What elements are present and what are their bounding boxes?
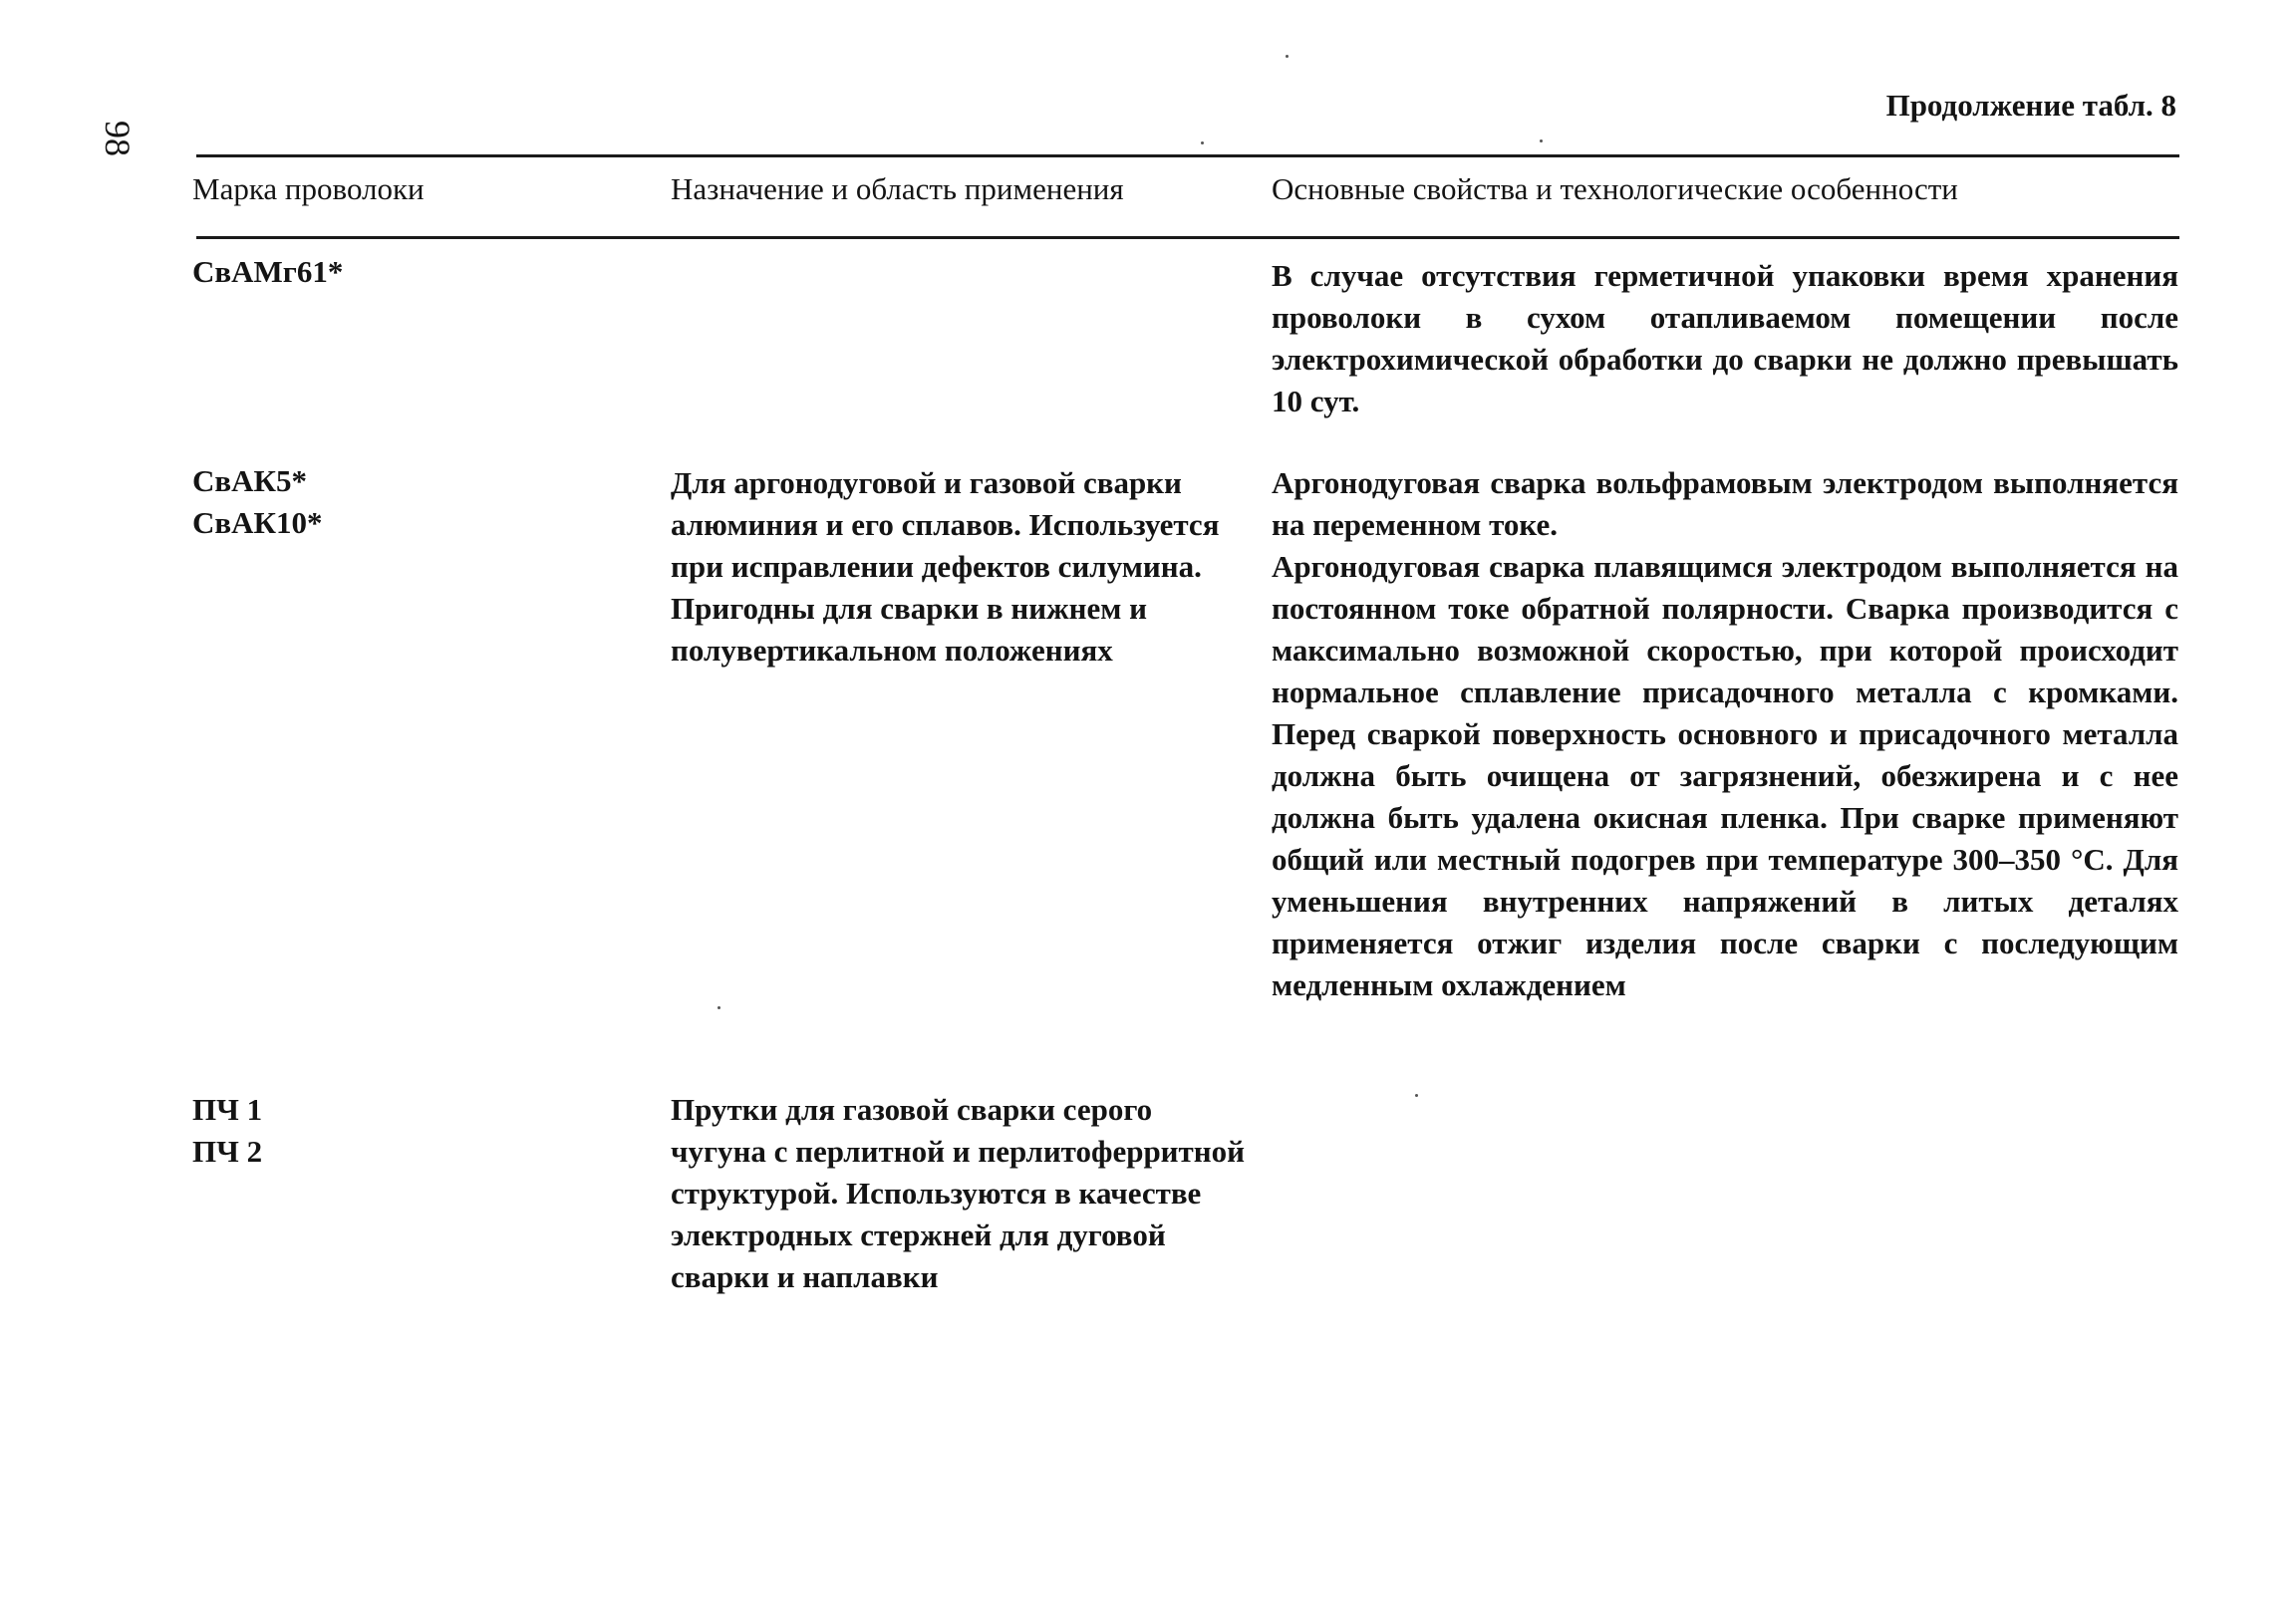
table-row-2-purpose (671, 462, 1249, 672)
purpose-text: Пригодны для сварки в нижнем и полувертикальном положениях (671, 591, 1147, 668)
header-purpose: Назначение и область применения (671, 171, 1124, 206)
properties-text: В случае отсутствия герметичной упаковки время хранения проволоки в сухом отапливаемом помещении после электрохимической обработки до сварки не должно превышать 10 сут. (1272, 258, 2178, 418)
table-row-3-purpose (671, 1089, 1249, 1298)
wire-grade: СвАМг61* (192, 254, 344, 289)
table-top-rule (196, 154, 2179, 157)
properties-text: Аргонодуговая сварка вольфрамовым электродом выполняется на переменном токе. (1272, 465, 2178, 542)
purpose-text: Прутки для газовой сварки серого чугуна с перлитной и перлитоферритной структурой. Используются в качестве электродных стержней для дуговой сварки и наплавки (671, 1092, 1245, 1294)
scan-speck (1286, 55, 1289, 58)
table-row-2-properties (1272, 462, 2178, 1006)
properties-text: Аргонодуговая сварка плавящимся электродом выполняется на постоянном токе обратной полярности. Сварка производится с максимально возможной скоростью, при которой происходит нормальное сплавление присадочного металла с кромками. Перед сваркой поверхность основного и присадочного металла должна быть очищена от загрязнений, обезжирена и с нее должна быть удалена окисная пленка. При сварке применяют общий или местный подогрев при температуре 300–350 °С. Для уменьшения внутренних напряжений в литых деталях применяется отжиг изделия после сварки с последующим медленным охлаждением (1272, 549, 2178, 1002)
page-number: 98 (98, 121, 138, 156)
wire-grade: ПЧ 2 (192, 1134, 263, 1169)
scan-speck (1415, 1094, 1418, 1097)
wire-grade: ПЧ 1 (192, 1092, 263, 1127)
wire-grade: СвАК10* (192, 505, 323, 540)
scan-speck (718, 1006, 720, 1009)
table-continuation-label: Продолжение табл. 8 (1885, 88, 2176, 123)
purpose-text: Для аргонодуговой и газовой сварки алюминия и его сплавов. Используется при исправлении дефектов силумина. (671, 465, 1220, 584)
table-row-3-marks (192, 1089, 611, 1173)
wire-grade: СвАК5* (192, 463, 307, 498)
header-properties: Основные свойства и технологические особенности (1272, 171, 1958, 206)
scan-speck (1201, 141, 1204, 144)
table-row-1-properties (1272, 255, 2178, 422)
table-row-2-marks (192, 460, 611, 544)
scan-speck (1540, 139, 1543, 142)
table-header-rule (196, 236, 2179, 239)
table-row-1-marks (192, 251, 611, 293)
header-wire-grade: Марка проволоки (192, 171, 425, 206)
